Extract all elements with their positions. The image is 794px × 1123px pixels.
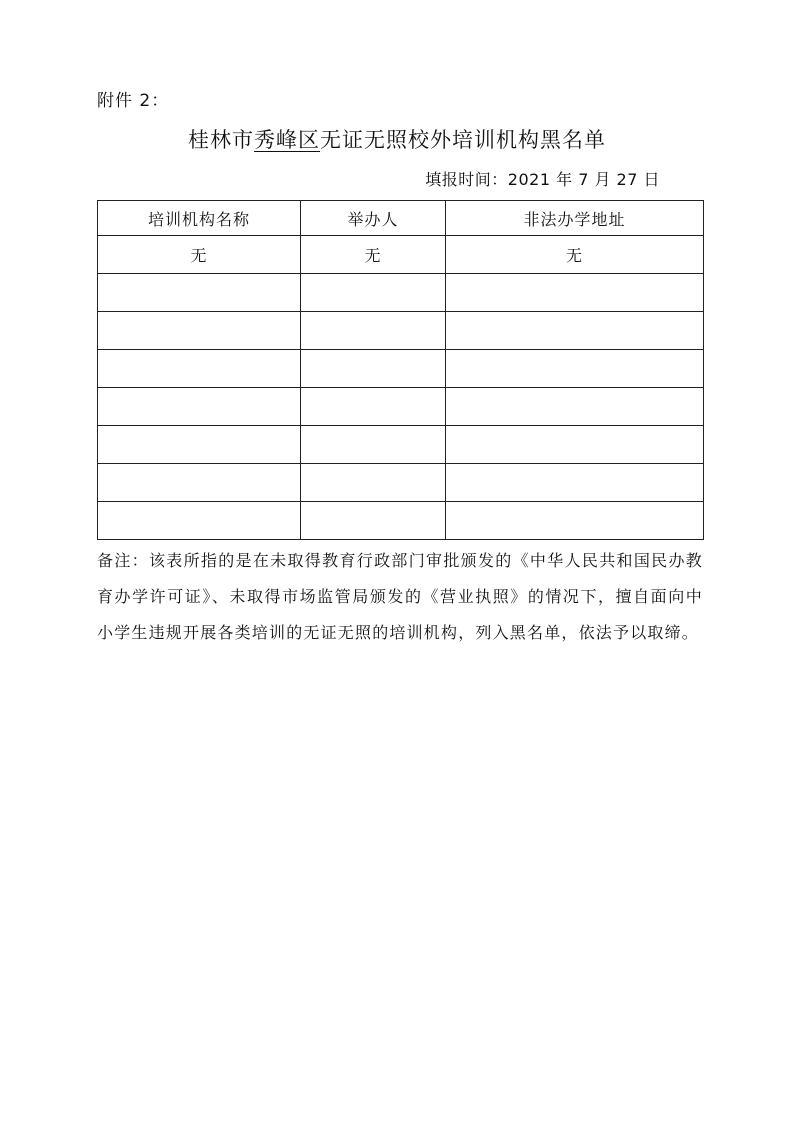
header-illegal-address: 非法办学地址: [446, 201, 704, 236]
cell-illegal-address: [446, 502, 704, 540]
cell-institution-name: [98, 426, 301, 464]
cell-illegal-address: [446, 388, 704, 426]
cell-illegal-address: [446, 312, 704, 350]
fill-date: 填报时间：2021 年 7 月 27 日: [425, 170, 660, 189]
remarks-paragraph: 备注：该表所指的是在未取得教育行政部门审批颁发的《中华人民共和国民办教育办学许可证》、未取得市场监管局颁发的《营业执照》的情况下，擅自面向中小学生违规开展各类培训的无证无照的培训机构，列入黑名单，依法予以取缔。: [97, 551, 703, 642]
table-row: [98, 388, 704, 426]
cell-institution-name: [98, 502, 301, 540]
cell-organizer: [301, 426, 446, 464]
cell-illegal-address: 无: [446, 236, 704, 274]
cell-illegal-address: [446, 464, 704, 502]
blacklist-table: [97, 200, 704, 540]
cell-institution-name: [98, 350, 301, 388]
table-row: [98, 274, 704, 312]
cell-illegal-address: [446, 274, 704, 312]
cell-institution-name: [98, 388, 301, 426]
table-header-row: [98, 201, 704, 236]
attachment-label: 附件 2：: [97, 91, 170, 111]
cell-institution-name: [98, 312, 301, 350]
table-row: [98, 502, 704, 540]
cell-institution-name: [98, 464, 301, 502]
cell-organizer: [301, 350, 446, 388]
cell-institution-name: [98, 274, 301, 312]
header-institution-name: 培训机构名称: [98, 201, 301, 236]
cell-organizer: [301, 464, 446, 502]
table-row: [98, 464, 704, 502]
cell-organizer: [301, 274, 446, 312]
cell-organizer: [301, 388, 446, 426]
table-row: [98, 426, 704, 464]
cell-institution-name: 无: [98, 236, 301, 274]
title-prefix: 桂林市: [188, 128, 254, 152]
document-title: [0, 124, 794, 154]
cell-illegal-address: [446, 426, 704, 464]
cell-organizer: 无: [301, 236, 446, 274]
title-suffix: 无证无照校外培训机构黑名单: [320, 128, 606, 152]
cell-organizer: [301, 312, 446, 350]
table-row: [98, 350, 704, 388]
table-row: [98, 236, 704, 274]
cell-illegal-address: [446, 350, 704, 388]
title-district: 秀峰区: [254, 128, 320, 152]
cell-organizer: [301, 502, 446, 540]
table-row: [98, 312, 704, 350]
header-organizer: 举办人: [301, 201, 446, 236]
